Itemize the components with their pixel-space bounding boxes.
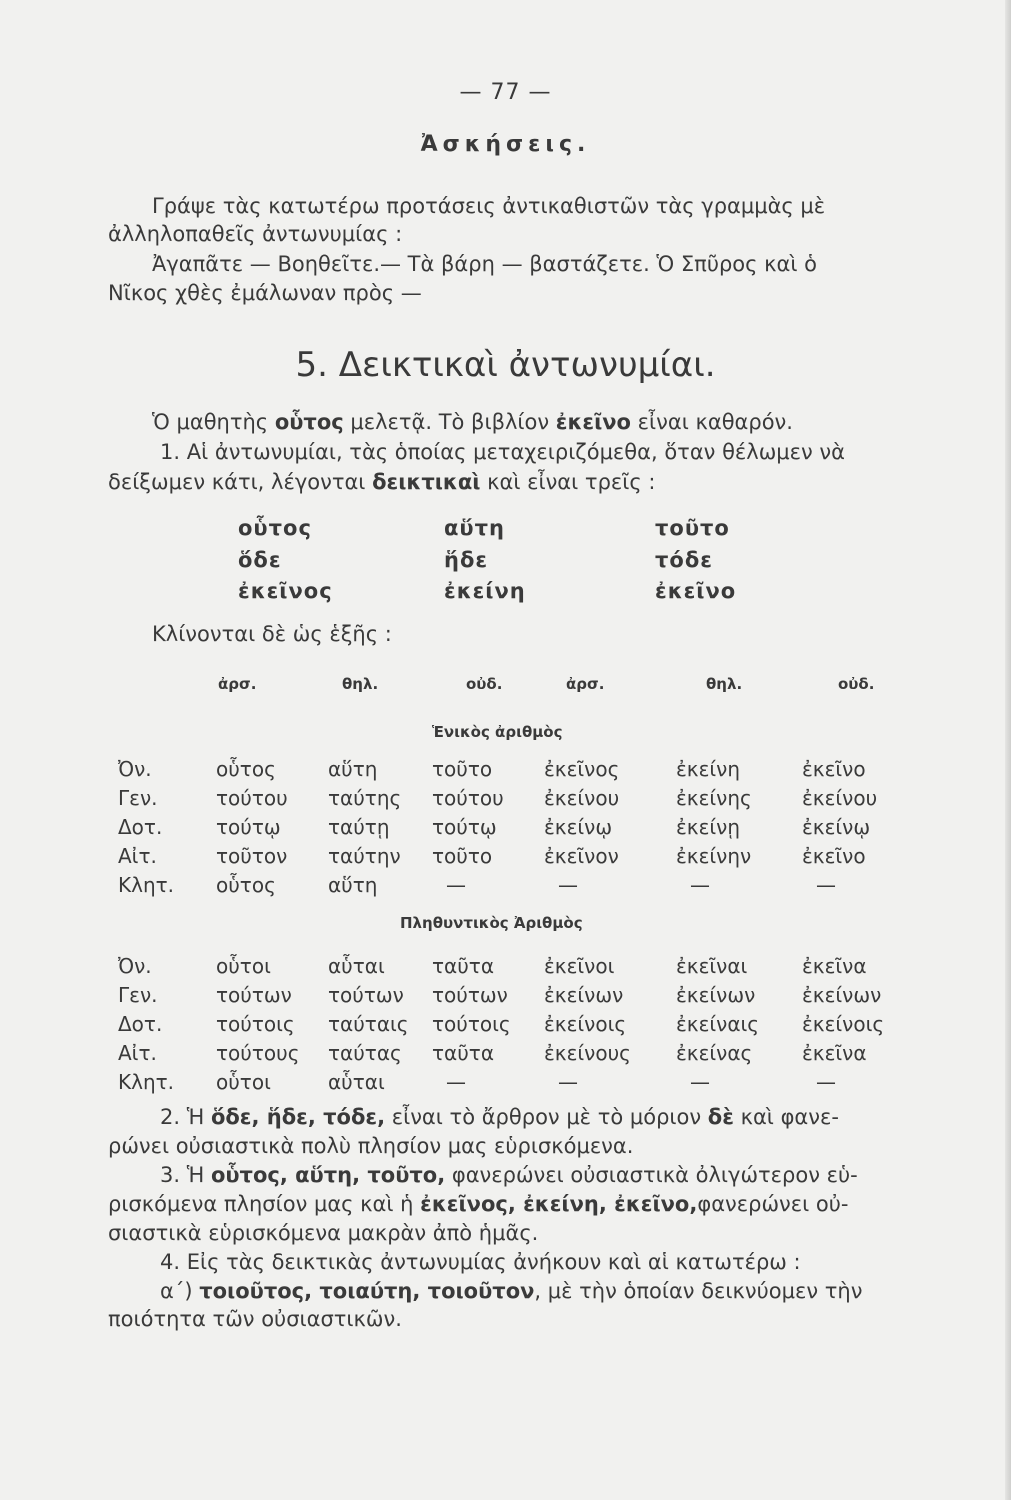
declension-form: οὗτος [216, 757, 276, 781]
declension-form: — [816, 1070, 836, 1094]
gender-header: οὐδ. [838, 675, 875, 693]
declension-form: ἐκείνη [676, 757, 741, 781]
paragraph-1-line: 1. Αἱ ἀντωνυμίαι, τὰς ὁποίας μεταχειριζόμεθα, ὅταν θέλωμεν νὰ [160, 440, 845, 464]
declension-form: — [558, 873, 578, 897]
declension-form: οὗτοι [216, 1070, 271, 1094]
declension-form: οὗτος [216, 873, 276, 897]
exercise-line: Ἀγαπᾶτε — Βοηθεῖτε.— Τὰ βάρη — βαστάζετε. Ὁ Σπῦρος καὶ ὁ [152, 252, 817, 276]
case-label: Γεν. [118, 786, 158, 810]
declension-form: ἐκεῖνα [802, 954, 867, 978]
paragraph-3-line: ρισκόμενα πλησίον μας καὶ ἡ ἐκεῖνος, ἐκείνη, ἐκεῖνο,φανερώνει οὐ- [108, 1192, 849, 1216]
declension-form: — [690, 873, 710, 897]
declension-form: ταύταις [328, 1012, 409, 1036]
pronoun: αὕτη [444, 516, 505, 540]
pronoun: τόδε [655, 548, 713, 572]
declension-form: ἐκεῖνα [802, 1041, 867, 1065]
case-label: Δοτ. [118, 1012, 163, 1036]
declension-form: — [690, 1070, 710, 1094]
paragraph-1-line: δείξωμεν κάτι, λέγονται δεικτικαὶ καὶ εἶναι τρεῖς : [108, 470, 656, 494]
declension-form: οὗτοι [216, 954, 271, 978]
declension-form: ἐκεῖνοι [544, 954, 615, 978]
gender-header: θηλ. [706, 675, 743, 693]
declension-form: τούτων [216, 983, 292, 1007]
paragraph-4-line: ποιότητα τῶν οὐσιαστικῶν. [108, 1307, 402, 1331]
paragraph-3-line: σιαστικὰ εὑρισκόμενα μακρὰν ἀπὸ ἡμᾶς. [108, 1221, 539, 1245]
exercise-line: Γράψε τὰς κατωτέρω προτάσεις ἀντικαθιστῶν τὰς γραμμὰς μὲ [152, 194, 826, 218]
pronoun: τοῦτο [655, 516, 730, 540]
case-label: Αἰτ. [118, 1041, 157, 1065]
pronoun: ὅδε [238, 548, 282, 572]
declension-form: ἐκείνης [676, 786, 752, 810]
declension-form: τούτους [216, 1041, 300, 1065]
declension-form: ἐκείνων [802, 983, 882, 1007]
declension-form: τούτου [432, 786, 504, 810]
pronoun: ἐκεῖνος [238, 579, 333, 603]
paragraph-2-line: 2. Ἡ ὅδε, ἥδε, τόδε, εἶναι τὸ ἄρθρον μὲ τὸ μόριον δὲ καὶ φανε- [160, 1105, 839, 1129]
declension-form: ἐκείνων [544, 983, 624, 1007]
singular-title: Ἑνικὸς ἀριθμὸς [432, 723, 563, 741]
declension-form: — [816, 873, 836, 897]
declension-form: ἐκεῖνον [544, 844, 619, 868]
declension-form: τοῦτο [432, 844, 493, 868]
paragraph-4-line: 4. Εἰς τὰς δεικτικὰς ἀντωνυμίας ἀνήκουν καὶ αἱ κατωτέρω : [160, 1250, 801, 1274]
declension-form: ἐκεῖναι [676, 954, 748, 978]
case-label: Κλητ. [118, 873, 175, 897]
declension-form: ἐκεῖνος [544, 757, 620, 781]
declension-form: αὕτη [328, 873, 378, 897]
declension-form: ἐκείνοις [802, 1012, 885, 1036]
declension-form: ταύτην [328, 844, 401, 868]
declension-form: ἐκείνων [676, 983, 756, 1007]
page-number: — 77 — [459, 80, 552, 105]
case-label: Ὀν. [118, 954, 152, 978]
page-edge-shadow [1005, 0, 1011, 1500]
declension-form: τούτοις [216, 1012, 295, 1036]
declension-form: ταύτας [328, 1041, 402, 1065]
section-title: 5. Δεικτικαὶ ἀντωνυμίαι. [295, 345, 716, 385]
declension-form: αὗται [328, 1070, 385, 1094]
declension-form: ἐκείνῳ [802, 815, 871, 839]
declension-form: αὗται [328, 954, 385, 978]
example-sentence: Ὁ μαθητὴς οὗτος μελετᾷ. Τὸ βιβλίον ἐκεῖνο εἶναι καθαρόν. [152, 410, 793, 434]
declension-form: ἐκείνου [544, 786, 620, 810]
declension-form: — [446, 1070, 466, 1094]
declension-form: ἐκείνου [802, 786, 878, 810]
paragraph-4-line: α΄) τοιοῦτος, τοιαύτη, τοιοῦτον, μὲ τὴν ὁποίαν δεικνύομεν τὴν [160, 1279, 863, 1303]
declension-form: ἐκεῖνο [802, 844, 866, 868]
declension-form: ταῦτα [432, 954, 495, 978]
declension-form: ἐκείνους [544, 1041, 631, 1065]
exercises-title: Ἀσκήσεις. [420, 132, 591, 157]
declension-intro: Κλίνονται δὲ ὡς ἑξῆς : [152, 622, 392, 646]
gender-header: ἀρσ. [566, 675, 605, 693]
declension-form: τούτων [432, 983, 508, 1007]
gender-header: ἀρσ. [218, 675, 257, 693]
declension-form: ταῦτα [432, 1041, 495, 1065]
gender-header: θηλ. [342, 675, 379, 693]
declension-form: ἐκείνην [676, 844, 752, 868]
declension-form: ἐκείναις [676, 1012, 760, 1036]
declension-form: ἐκείνῳ [544, 815, 613, 839]
declension-form: ἐκείνῃ [676, 815, 741, 839]
declension-form: ταύτῃ [328, 815, 390, 839]
declension-form: τοῦτο [432, 757, 493, 781]
paragraph-2-line: ρώνει οὐσιαστικὰ πολὺ πλησίον μας εὑρισκόμενα. [108, 1134, 634, 1158]
case-label: Δοτ. [118, 815, 163, 839]
case-label: Κλητ. [118, 1070, 175, 1094]
pronoun: οὗτος [238, 516, 312, 540]
pronoun: ἐκείνη [444, 579, 526, 603]
paragraph-3-line: 3. Ἡ οὗτος, αὕτη, τοῦτο, φανερώνει οὐσιαστικὰ ὀλιγώτερον εὑ- [160, 1163, 858, 1187]
case-label: Ὀν. [118, 757, 152, 781]
declension-form: ἐκείνας [676, 1041, 753, 1065]
declension-form: τούτου [216, 786, 288, 810]
declension-form: — [558, 1070, 578, 1094]
declension-form: ἐκείνοις [544, 1012, 627, 1036]
declension-form: αὕτη [328, 757, 378, 781]
declension-form: τούτῳ [432, 815, 497, 839]
declension-form: ταύτης [328, 786, 402, 810]
pronoun: ἐκεῖνο [655, 579, 737, 603]
case-label: Γεν. [118, 983, 158, 1007]
declension-form: τοῦτον [216, 844, 288, 868]
exercise-line: ἀλληλοπαθεῖς ἀντωνυμίας : [108, 222, 403, 246]
plural-title: Πληθυντικὸς Ἀριθμὸς [400, 914, 583, 932]
exercise-line: Νῖκος χθὲς ἐμάλωναν πρὸς — [108, 281, 422, 305]
pronoun: ἥδε [444, 548, 489, 572]
declension-form: ἐκεῖνο [802, 757, 866, 781]
declension-form: — [446, 873, 466, 897]
gender-header: οὐδ. [466, 675, 503, 693]
declension-form: τούτοις [432, 1012, 511, 1036]
case-label: Αἰτ. [118, 844, 157, 868]
declension-form: τούτων [328, 983, 404, 1007]
declension-form: τούτῳ [216, 815, 281, 839]
